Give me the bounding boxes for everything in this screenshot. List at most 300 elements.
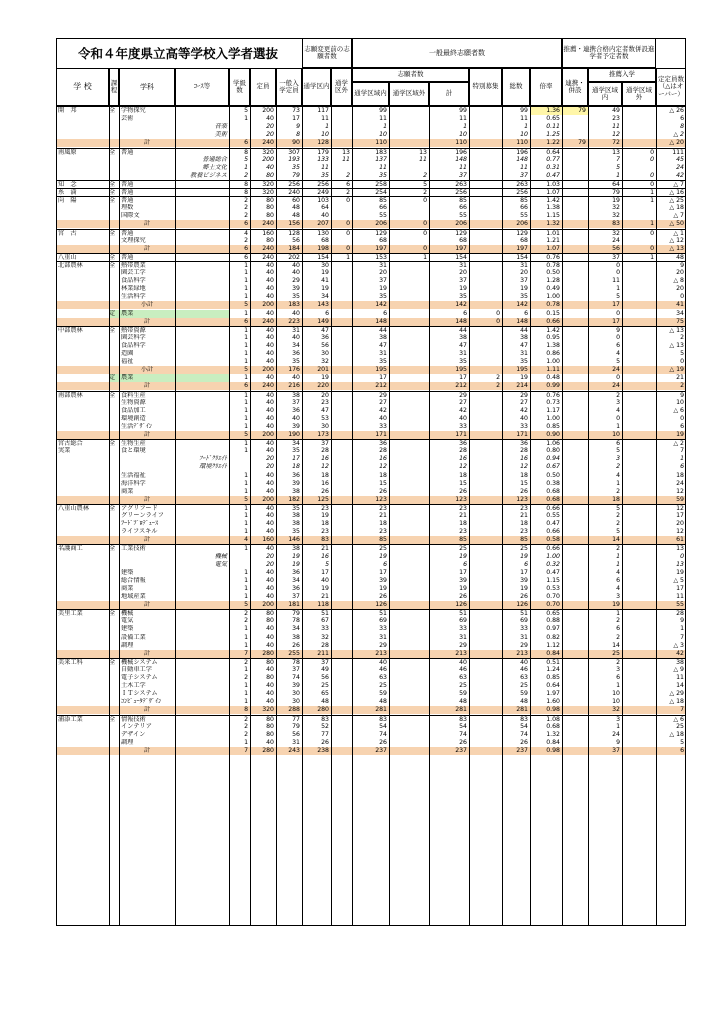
cell-renkei xyxy=(562,536,588,544)
cell-course xyxy=(175,682,229,690)
cell-dept: 計 xyxy=(143,495,151,503)
grid-line xyxy=(119,106,120,926)
cell-dept: 文理探究 xyxy=(121,236,146,244)
cell-final-total: 35 xyxy=(459,293,467,301)
cell-general: 256 xyxy=(288,180,300,188)
cell-vacancy: △ 29 xyxy=(669,690,684,698)
cell-special xyxy=(469,682,502,690)
cell-classes: 8 xyxy=(244,180,248,188)
cell-classes: 1 xyxy=(244,593,248,600)
cell-special xyxy=(469,237,502,245)
cell-course-type: 定 xyxy=(109,374,119,382)
cell-change-in: 16 xyxy=(321,552,329,560)
cell-final-out xyxy=(389,301,429,309)
cell-classes: 2 xyxy=(244,212,248,220)
cell-grand: 74 xyxy=(520,730,528,738)
cell-capacity: 320 xyxy=(262,706,274,714)
cell-course-type: 全 xyxy=(109,261,116,269)
cell-change-in: 11 xyxy=(321,115,329,123)
cell-capacity: 40 xyxy=(266,738,274,746)
table-row xyxy=(56,350,686,358)
cell-course xyxy=(175,358,229,366)
cell-vacancy: 0 xyxy=(680,414,684,422)
cell-capacity: 320 xyxy=(262,189,274,196)
cell-school: 名護商工 xyxy=(58,545,83,553)
cell-renkei xyxy=(562,674,588,682)
cell-final-total: 110 xyxy=(455,139,467,147)
cell-capacity: 80 xyxy=(266,610,274,618)
cell-rec-in: 83 xyxy=(612,220,620,228)
cell-dept: 園芸工学 xyxy=(121,269,146,276)
cell-change-out: 11 xyxy=(342,155,350,163)
cell-rec-in: 37 xyxy=(612,746,620,754)
grid-line xyxy=(229,106,230,926)
cell-dept xyxy=(119,164,175,172)
grid-line xyxy=(502,106,503,926)
cell-school xyxy=(56,382,109,390)
cell-rec-in: 4 xyxy=(616,584,620,592)
cell-course xyxy=(175,342,229,350)
cell-rec-out xyxy=(622,690,656,698)
cell-final-in: 281 xyxy=(375,706,387,714)
cell-change-in: 19 xyxy=(321,285,329,293)
cell-course: 電気 xyxy=(214,560,227,568)
cell-rec-in: 3 xyxy=(616,593,620,600)
cell-course-type xyxy=(109,634,119,642)
cell-grand: 36 xyxy=(520,440,528,448)
cell-change-in: 32 xyxy=(321,633,329,641)
cell-course xyxy=(175,739,229,747)
cell-dept: 学物探究 xyxy=(121,107,146,114)
cell-course xyxy=(175,366,229,374)
cell-final-in: 38 xyxy=(379,333,387,341)
cell-special xyxy=(469,706,502,714)
cell-change-in: 11 xyxy=(321,163,329,171)
cell-dept: 計 xyxy=(143,220,151,228)
cell-change-out xyxy=(331,723,352,731)
cell-course-type xyxy=(109,407,119,415)
header-final-group: 一般最終志願者数 xyxy=(352,38,562,68)
cell-renkei xyxy=(562,342,588,350)
cell-final-out xyxy=(389,463,429,471)
cell-vacancy: 1 xyxy=(680,455,684,463)
cell-course: 機械 xyxy=(214,552,227,560)
cell-classes: 1 xyxy=(244,738,248,746)
cell-special xyxy=(469,358,502,366)
cell-course-type xyxy=(109,212,119,220)
cell-general: 74 xyxy=(292,674,300,681)
cell-classes: 1 xyxy=(244,641,248,649)
cell-rec-out xyxy=(622,682,656,690)
header-rec-out: 通学区域外 xyxy=(622,82,656,106)
cell-final-out xyxy=(389,561,429,569)
cell-change-in: 30 xyxy=(321,261,329,269)
table-row xyxy=(56,399,686,407)
cell-capacity: 40 xyxy=(266,440,274,448)
cell-school xyxy=(56,455,109,463)
cell-ratio: 0.82 xyxy=(546,633,560,641)
cell-dept: 商業 xyxy=(121,487,134,495)
cell-change-in: 249 xyxy=(317,189,329,196)
cell-rec-in: 2 xyxy=(616,658,620,666)
cell-rec-out xyxy=(622,650,656,658)
cell-capacity: 40 xyxy=(266,520,274,528)
cell-course xyxy=(175,293,229,301)
header-rec-group: 推薦・連携合格内定者数併設進学者予定者数 xyxy=(562,38,656,68)
cell-classes: 1 xyxy=(244,115,248,123)
cell-general: 40 xyxy=(292,374,300,382)
table-row xyxy=(56,455,686,463)
cell-capacity: 20 xyxy=(266,131,274,139)
cell-rec-out xyxy=(622,593,656,601)
cell-special xyxy=(469,520,502,528)
cell-course-type: 全 xyxy=(109,545,116,553)
grid-line xyxy=(469,106,470,926)
cell-final-out xyxy=(389,569,429,577)
cell-general: 128 xyxy=(288,229,300,237)
cell-dept: 計 xyxy=(143,706,151,714)
cell-ratio: 0.86 xyxy=(546,350,560,357)
cell-special xyxy=(469,350,502,358)
cell-ratio: 1.28 xyxy=(546,277,560,285)
cell-ratio: 0.70 xyxy=(546,593,560,600)
cell-course xyxy=(175,706,229,714)
cell-ratio: 0.76 xyxy=(546,391,560,399)
cell-dept: 設備工業 xyxy=(121,633,146,641)
cell-school xyxy=(56,115,109,123)
cell-change-in: 40 xyxy=(321,212,329,220)
cell-grand: 40 xyxy=(520,414,528,422)
cell-special xyxy=(469,723,502,731)
cell-change-in: 6 xyxy=(325,309,329,317)
cell-renkei xyxy=(562,666,588,674)
cell-final-total: 28 xyxy=(459,447,467,455)
cell-classes: 1 xyxy=(244,333,248,341)
cell-change-in: 30 xyxy=(321,350,329,357)
cell-general: 9 xyxy=(296,123,300,131)
cell-final-total: 27 xyxy=(459,398,467,406)
cell-renkei xyxy=(562,172,588,180)
cell-rec-out xyxy=(622,731,656,739)
cell-final-total: 1 xyxy=(463,123,467,131)
cell-change-in: 36 xyxy=(321,333,329,341)
cell-rec-out xyxy=(622,561,656,569)
cell-course-type xyxy=(109,585,119,593)
cell-ratio: 1.06 xyxy=(546,440,560,448)
cell-general: 202 xyxy=(288,253,300,261)
header-applicants: 志願者数 xyxy=(352,68,469,82)
cell-renkei xyxy=(562,593,588,601)
cell-ratio: 1.11 xyxy=(546,366,560,374)
cell-final-in: 35 xyxy=(379,358,387,366)
cell-general: 216 xyxy=(288,382,300,390)
cell-special xyxy=(469,496,502,504)
cell-general: 288 xyxy=(288,706,300,714)
cell-capacity: 40 xyxy=(266,487,274,495)
cell-course-type xyxy=(109,512,119,520)
cell-final-total: 19 xyxy=(459,584,467,592)
grid-line xyxy=(250,106,251,926)
cell-general: 29 xyxy=(292,277,300,285)
cell-vacancy: △ 13 xyxy=(669,341,684,349)
cell-classes xyxy=(229,131,250,139)
cell-rec-out xyxy=(622,237,656,245)
cell-capacity: 80 xyxy=(266,722,274,730)
cell-rec-out xyxy=(622,107,656,115)
cell-school: 知 念 xyxy=(58,180,77,188)
cell-change-in: 17 xyxy=(321,568,329,576)
cell-final-in: 27 xyxy=(379,398,387,406)
cell-capacity: 20 xyxy=(266,560,274,568)
cell-change-out xyxy=(331,415,352,423)
table-row xyxy=(56,690,686,698)
cell-final-total: 37 xyxy=(459,171,467,179)
cell-change-out xyxy=(331,528,352,536)
cell-rec-in: 14 xyxy=(612,536,620,544)
cell-change-out xyxy=(331,447,352,455)
cell-change-out xyxy=(331,585,352,593)
cell-grand: 110 xyxy=(516,139,528,147)
cell-final-out xyxy=(389,334,429,342)
cell-final-out xyxy=(389,358,429,366)
cell-final-total: 55 xyxy=(459,212,467,220)
cell-change-in: 35 xyxy=(321,171,329,179)
cell-rec-in: 1 xyxy=(616,610,620,618)
cell-classes: 2 xyxy=(244,617,248,625)
cell-grand: 33 xyxy=(520,422,528,430)
table-row xyxy=(56,204,686,212)
cell-change-out xyxy=(331,237,352,245)
cell-final-out xyxy=(389,399,429,407)
cell-vacancy: 28 xyxy=(676,610,684,618)
cell-general: 48 xyxy=(292,204,300,212)
cell-course-type xyxy=(109,245,119,253)
cell-rec-in: 17 xyxy=(612,301,620,309)
cell-school xyxy=(56,237,109,245)
cell-special xyxy=(469,172,502,180)
cell-vacancy: 34 xyxy=(676,309,684,317)
cell-vacancy: 48 xyxy=(676,253,684,261)
cell-grand: 148 xyxy=(516,155,528,163)
cell-special xyxy=(469,285,502,293)
cell-grand: 16 xyxy=(520,455,528,463)
cell-renkei xyxy=(562,634,588,642)
cell-renkei xyxy=(562,723,588,731)
grid-line xyxy=(276,106,277,926)
cell-ratio: 0.66 xyxy=(546,528,560,536)
cell-change-out xyxy=(331,698,352,706)
cell-rec-in: 2 xyxy=(616,633,620,641)
cell-final-out xyxy=(389,107,429,115)
cell-capacity: 40 xyxy=(266,698,274,706)
table-row xyxy=(56,423,686,431)
cell-change-in: 21 xyxy=(321,545,329,553)
cell-general: 38 xyxy=(292,391,300,399)
cell-dept: アグリフード xyxy=(121,504,158,512)
cell-special xyxy=(469,455,502,463)
cell-final-out xyxy=(389,423,429,431)
cell-course-type xyxy=(109,204,119,212)
cell-rec-out xyxy=(622,366,656,374)
cell-ratio: 1.15 xyxy=(546,576,560,584)
cell-rec-out xyxy=(622,706,656,714)
cell-rec-out xyxy=(622,350,656,358)
cell-course xyxy=(175,237,229,245)
cell-general: 31 xyxy=(292,738,300,746)
cell-rec-out xyxy=(622,131,656,139)
cell-rec-in: 3 xyxy=(616,715,620,723)
cell-final-out: 1 xyxy=(423,253,427,261)
cell-renkei xyxy=(562,293,588,301)
cell-renkei xyxy=(562,585,588,593)
cell-change-in: 26 xyxy=(321,487,329,495)
cell-capacity: 40 xyxy=(266,633,274,641)
cell-final-out xyxy=(389,285,429,293)
cell-change-out xyxy=(331,115,352,123)
cell-change-out xyxy=(331,601,352,609)
cell-rec-out: 0 xyxy=(650,229,654,237)
cell-final-out xyxy=(389,601,429,609)
cell-general: 79 xyxy=(292,171,300,179)
cell-capacity: 200 xyxy=(262,107,274,114)
cell-school xyxy=(56,674,109,682)
cell-rec-out xyxy=(622,318,656,326)
cell-ratio: 0.80 xyxy=(546,447,560,455)
cell-final-in: 20 xyxy=(379,269,387,276)
cell-general: 78 xyxy=(292,617,300,625)
cell-school: 向 陽 xyxy=(58,197,77,205)
cell-course-type xyxy=(109,593,119,601)
cell-dept: 電子システム xyxy=(121,674,158,681)
cell-final-in: 10 xyxy=(379,131,387,139)
cell-renkei xyxy=(562,617,588,625)
cell-classes: 2 xyxy=(244,610,248,618)
cell-renkei xyxy=(562,423,588,431)
cell-renkei: 79 xyxy=(578,139,586,147)
cell-rec-in: 2 xyxy=(616,463,620,471)
cell-change-in: 34 xyxy=(321,293,329,301)
cell-ratio: 0.90 xyxy=(546,431,560,438)
cell-renkei xyxy=(562,245,588,253)
cell-course-type xyxy=(109,561,119,569)
cell-final-total: 263 xyxy=(455,180,467,188)
cell-general: 156 xyxy=(288,220,300,228)
cell-course-type xyxy=(109,496,119,504)
cell-general: 183 xyxy=(288,301,300,309)
cell-capacity: 40 xyxy=(266,512,274,519)
cell-change-in: 19 xyxy=(321,269,329,276)
cell-grand: 23 xyxy=(520,504,528,512)
cell-capacity: 40 xyxy=(266,293,274,301)
cell-rec-in: 1 xyxy=(616,560,620,568)
cell-final-out: 0 xyxy=(423,244,427,252)
cell-capacity: 320 xyxy=(262,148,274,156)
cell-special xyxy=(469,463,502,471)
header-general-capacity: 一般入学定員 xyxy=(276,68,302,106)
cell-course-type xyxy=(109,617,119,625)
cell-course xyxy=(175,480,229,488)
cell-school xyxy=(56,350,109,358)
cell-school xyxy=(56,617,109,625)
cell-school xyxy=(56,739,109,747)
cell-course xyxy=(175,115,229,123)
cell-classes: 1 xyxy=(244,633,248,641)
cell-vacancy: 12 xyxy=(676,528,684,536)
cell-final-in: 254 xyxy=(375,189,387,196)
cell-renkei xyxy=(562,164,588,172)
cell-special xyxy=(469,472,502,480)
cell-final-in: 183 xyxy=(375,148,387,156)
cell-classes: 1 xyxy=(244,309,248,317)
cell-renkei: 79 xyxy=(562,107,588,115)
cell-course-type xyxy=(109,731,119,739)
cell-school xyxy=(56,528,109,536)
cell-final-out xyxy=(389,634,429,642)
cell-rec-in: 1 xyxy=(616,285,620,293)
cell-dept: 機械システム xyxy=(121,658,158,666)
cell-final-in: 31 xyxy=(379,261,387,269)
cell-rec-in: 4 xyxy=(616,350,620,357)
cell-classes: 1 xyxy=(244,350,248,357)
cell-grand: 83 xyxy=(520,715,528,723)
cell-vacancy: 12 xyxy=(676,487,684,495)
cell-change-in: 173 xyxy=(317,431,329,438)
cell-special xyxy=(469,334,502,342)
cell-vacancy: 11 xyxy=(676,674,684,681)
cell-general: 17 xyxy=(292,115,300,123)
cell-course-type xyxy=(109,625,119,633)
cell-change-out xyxy=(331,285,352,293)
cell-final-in: 35 xyxy=(379,171,387,179)
cell-course-type xyxy=(109,382,119,390)
cell-change-in: 1 xyxy=(325,123,329,131)
cell-classes: 5 xyxy=(244,107,248,114)
cell-general: 40 xyxy=(292,261,300,269)
cell-change-in: 21 xyxy=(321,593,329,600)
cell-capacity: 80 xyxy=(266,212,274,220)
cell-final-in: 69 xyxy=(379,617,387,625)
cell-rec-in: 5 xyxy=(616,358,620,366)
cell-general: 60 xyxy=(292,197,300,205)
cell-classes: 1 xyxy=(244,584,248,592)
table-row xyxy=(56,269,686,277)
cell-course-type: 全 xyxy=(109,148,116,156)
cell-rec-in: 2 xyxy=(616,520,620,528)
cell-course-type xyxy=(109,690,119,698)
cell-final-total: 142 xyxy=(455,301,467,309)
cell-ratio: 0.98 xyxy=(546,746,560,754)
cell-rec-in: 32 xyxy=(612,706,620,714)
table-row xyxy=(56,358,686,366)
cell-course xyxy=(175,318,229,326)
cell-rec-out xyxy=(622,472,656,480)
cell-vacancy: 10 xyxy=(676,398,684,406)
cell-special xyxy=(469,747,502,755)
grid-line xyxy=(656,106,657,926)
cell-course-type xyxy=(109,577,119,585)
cell-change-in: 18 xyxy=(321,471,329,479)
cell-rec-in: 14 xyxy=(612,641,620,649)
table-row xyxy=(56,642,686,650)
cell-change-out xyxy=(331,310,352,318)
header-out-pref: 通学区外 xyxy=(331,68,352,106)
cell-general: 56 xyxy=(292,730,300,738)
cell-course-type xyxy=(109,277,119,285)
cell-school xyxy=(56,520,109,528)
cell-final-total: 197 xyxy=(455,244,467,252)
cell-final-in: 19 xyxy=(379,552,387,560)
cell-general: 39 xyxy=(292,682,300,690)
